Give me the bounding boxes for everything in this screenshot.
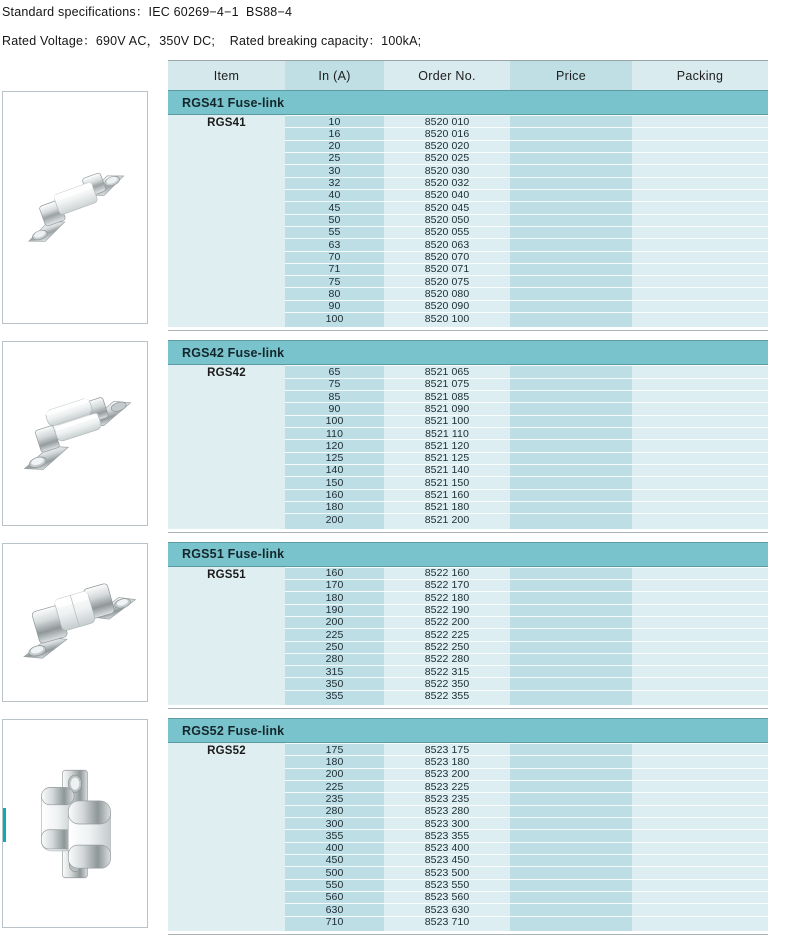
table-row[interactable] xyxy=(285,275,768,287)
table-row[interactable] xyxy=(285,829,768,841)
cell-order-no: 8523 560 xyxy=(424,891,470,904)
cell-in-a: 170 xyxy=(325,579,344,592)
cell-in-a: 175 xyxy=(325,743,344,756)
cell-in-a: 250 xyxy=(325,641,344,653)
cell-in-a: 235 xyxy=(325,792,344,805)
table-row[interactable] xyxy=(285,476,768,488)
product-photo-column xyxy=(0,60,168,940)
cell-order-no: 8520 025 xyxy=(424,152,470,165)
cell-order-no: 8520 075 xyxy=(424,275,470,288)
section-title-bar xyxy=(168,90,768,115)
cell-order-no: 8522 160 xyxy=(424,567,470,580)
cell-in-a: 45 xyxy=(328,201,341,214)
cell-order-no: 8520 040 xyxy=(424,189,470,202)
cell-order-no: 8521 150 xyxy=(424,476,470,489)
cell-in-a: 20 xyxy=(328,140,341,153)
cell-in-a: 350 xyxy=(325,677,344,690)
cell-in-a: 355 xyxy=(325,690,344,703)
cell-order-no: 8523 200 xyxy=(424,768,470,781)
cell-in-a: 90 xyxy=(328,300,341,313)
table-row[interactable] xyxy=(285,866,768,878)
table-row[interactable] xyxy=(285,916,768,928)
cell-in-a: 100 xyxy=(325,415,344,428)
table-row[interactable] xyxy=(285,263,768,275)
cell-in-a: 710 xyxy=(325,916,344,929)
column-header-price: Price xyxy=(510,61,632,91)
cell-in-a: 315 xyxy=(325,665,344,678)
table-row[interactable] xyxy=(285,390,768,402)
cell-order-no: 8520 071 xyxy=(424,263,470,276)
cell-in-a: 560 xyxy=(325,891,344,904)
column-band-item xyxy=(168,115,285,327)
cell-in-a: 90 xyxy=(328,402,341,415)
cell-in-a: 180 xyxy=(325,755,344,768)
page-edge-accent-mark xyxy=(2,808,6,842)
cell-in-a: 190 xyxy=(325,604,344,617)
table-row[interactable] xyxy=(285,879,768,891)
column-band-item xyxy=(168,743,285,931)
cell-order-no: 8523 710 xyxy=(424,916,470,929)
cell-in-a: 75 xyxy=(328,378,341,391)
table-row[interactable] xyxy=(285,312,768,324)
section-body xyxy=(168,365,768,528)
cell-in-a: 110 xyxy=(325,427,344,440)
cell-order-no: 8522 315 xyxy=(424,665,470,678)
table-row[interactable] xyxy=(285,402,768,414)
item-name: RGS42 xyxy=(207,367,246,380)
cell-order-no: 8521 110 xyxy=(425,427,469,440)
cell-in-a: 125 xyxy=(325,452,344,465)
cell-in-a: 70 xyxy=(328,251,341,264)
cell-order-no: 8522 280 xyxy=(424,653,470,666)
column-header-order-no: Order No. xyxy=(384,61,510,91)
cell-order-no: 8520 055 xyxy=(424,226,470,239)
product-specification-table xyxy=(168,60,768,940)
specifications-block xyxy=(2,0,792,47)
table-row[interactable] xyxy=(285,604,768,616)
fuse-section xyxy=(168,90,768,327)
table-row[interactable] xyxy=(285,690,768,702)
cell-in-a: 140 xyxy=(325,464,344,477)
cell-in-a: 63 xyxy=(328,238,341,251)
cell-in-a: 16 xyxy=(328,127,341,140)
cell-order-no: 8520 063 xyxy=(424,238,470,251)
table-row[interactable] xyxy=(285,616,768,628)
table-row[interactable] xyxy=(285,743,768,755)
cell-order-no: 8522 200 xyxy=(424,616,470,629)
cell-order-no: 8521 065 xyxy=(424,365,470,378)
cell-in-a: 65 xyxy=(328,365,341,378)
cell-order-no: 8521 140 xyxy=(424,464,470,477)
cell-in-a: 500 xyxy=(325,866,344,879)
section-body xyxy=(168,115,768,327)
section-title: RGS51 Fuse-link xyxy=(182,547,285,562)
cell-in-a: 32 xyxy=(328,177,341,190)
table-row[interactable] xyxy=(285,768,768,780)
cell-in-a: 180 xyxy=(325,501,344,514)
cell-order-no: 8523 630 xyxy=(424,903,470,916)
table-header-row xyxy=(168,60,768,91)
table-row[interactable] xyxy=(285,226,768,238)
cell-order-no: 8521 090 xyxy=(424,402,470,415)
cell-in-a: 75 xyxy=(328,275,341,288)
section-body xyxy=(168,567,768,706)
section-divider xyxy=(168,708,768,709)
item-name: RGS51 xyxy=(207,568,246,581)
fuse-link-rgs51-photo xyxy=(3,544,147,702)
cell-order-no: 8521 120 xyxy=(424,439,470,452)
cell-order-no: 8523 225 xyxy=(424,780,470,793)
table-row[interactable] xyxy=(285,177,768,189)
cell-order-no: 8520 070 xyxy=(424,251,470,264)
standard-specifications-line: Standard specifications：IEC 60269−4−1 BS88−4 xyxy=(2,5,293,19)
cell-in-a: 80 xyxy=(328,287,341,300)
cell-in-a: 30 xyxy=(328,164,341,177)
cell-order-no: 8520 016 xyxy=(424,127,470,140)
cell-in-a: 550 xyxy=(325,879,344,892)
cell-order-no: 8521 125 xyxy=(424,452,470,465)
cell-in-a: 630 xyxy=(325,903,344,916)
table-row[interactable] xyxy=(285,300,768,312)
item-name: RGS52 xyxy=(207,745,246,758)
cell-in-a: 450 xyxy=(325,854,344,867)
table-row[interactable] xyxy=(285,854,768,866)
cell-in-a: 50 xyxy=(328,214,341,227)
table-row[interactable] xyxy=(285,201,768,213)
rated-voltage-line: Rated Voltage：690V AC，350V DC; Rated breaking capacity：100kA; xyxy=(2,33,422,48)
cell-order-no: 8520 090 xyxy=(424,300,470,313)
table-row[interactable] xyxy=(285,238,768,250)
column-header-in-a: In (A) xyxy=(285,61,384,91)
cell-in-a: 200 xyxy=(325,768,344,781)
cell-order-no: 8520 030 xyxy=(424,164,470,177)
table-row[interactable] xyxy=(285,189,768,201)
product-photo-rgs42[interactable] xyxy=(2,341,148,525)
section-title: RGS41 Fuse-link xyxy=(182,95,285,110)
product-photo-rgs52[interactable] xyxy=(2,719,148,928)
table-row[interactable] xyxy=(285,501,768,513)
table-row[interactable] xyxy=(285,591,768,603)
cell-order-no: 8521 100 xyxy=(424,415,470,428)
cell-order-no: 8521 085 xyxy=(424,390,470,403)
cell-in-a: 280 xyxy=(325,805,344,818)
cell-order-no: 8523 235 xyxy=(424,792,470,805)
section-title-bar xyxy=(168,542,768,567)
cell-order-no: 8522 190 xyxy=(424,604,470,617)
cell-in-a: 200 xyxy=(325,513,344,526)
cell-order-no: 8521 180 xyxy=(424,501,470,514)
table-row[interactable] xyxy=(285,579,768,591)
table-row[interactable] xyxy=(285,805,768,817)
cell-in-a: 225 xyxy=(325,628,344,641)
fuse-section xyxy=(168,340,768,528)
table-row[interactable] xyxy=(285,780,768,792)
cell-in-a: 400 xyxy=(325,842,344,855)
cell-in-a: 160 xyxy=(325,489,344,502)
cell-order-no: 8520 020 xyxy=(424,140,470,153)
cell-in-a: 40 xyxy=(328,189,341,202)
cell-in-a: 10 xyxy=(328,115,341,128)
table-row[interactable] xyxy=(285,677,768,689)
cell-order-no: 8522 170 xyxy=(424,579,470,592)
cell-in-a: 150 xyxy=(325,476,344,489)
cell-in-a: 180 xyxy=(325,591,344,604)
cell-order-no: 8520 010 xyxy=(424,115,470,128)
cell-in-a: 200 xyxy=(325,616,344,629)
cell-in-a: 355 xyxy=(325,829,344,842)
cell-order-no: 8523 175 xyxy=(424,743,470,756)
column-band-item xyxy=(168,567,285,706)
cell-order-no: 8521 160 xyxy=(424,489,470,502)
cell-order-no: 8523 400 xyxy=(424,842,470,855)
table-row[interactable] xyxy=(285,513,768,525)
cell-in-a: 55 xyxy=(328,226,341,239)
cell-in-a: 160 xyxy=(325,567,344,580)
table-row[interactable] xyxy=(285,164,768,176)
section-body xyxy=(168,743,768,931)
section-title: RGS42 Fuse-link xyxy=(182,345,285,360)
fuse-link-rgs52-photo xyxy=(3,720,147,927)
section-title: RGS52 Fuse-link xyxy=(182,723,285,738)
section-title-bar xyxy=(168,340,768,365)
cell-order-no: 8522 355 xyxy=(424,690,470,703)
cell-order-no: 8522 250 xyxy=(424,641,470,653)
cell-order-no: 8523 500 xyxy=(424,866,470,879)
cell-in-a: 85 xyxy=(328,390,341,403)
table-row[interactable] xyxy=(285,427,768,439)
cell-in-a: 25 xyxy=(328,152,341,165)
table-row[interactable] xyxy=(285,365,768,377)
cell-order-no: 8520 050 xyxy=(424,214,470,227)
cell-order-no: 8523 355 xyxy=(424,829,470,842)
cell-order-no: 8520 100 xyxy=(424,312,470,325)
fuse-section xyxy=(168,718,768,931)
cell-order-no: 8523 550 xyxy=(424,879,470,892)
fuse-section xyxy=(168,542,768,706)
cell-order-no: 8522 350 xyxy=(424,677,470,690)
cell-in-a: 100 xyxy=(325,312,344,325)
table-row[interactable] xyxy=(285,755,768,767)
cell-in-a: 71 xyxy=(328,263,341,276)
table-row[interactable] xyxy=(285,903,768,915)
section-divider xyxy=(168,532,768,533)
table-row[interactable] xyxy=(285,214,768,226)
table-row[interactable] xyxy=(285,567,768,579)
column-header-item: Item xyxy=(168,61,285,91)
cell-order-no: 8523 180 xyxy=(424,755,470,768)
column-header-packing: Packing xyxy=(632,61,768,91)
table-row[interactable] xyxy=(285,489,768,501)
column-band-item xyxy=(168,365,285,528)
table-row[interactable] xyxy=(285,665,768,677)
section-title-bar xyxy=(168,718,768,743)
cell-order-no: 8520 045 xyxy=(424,201,470,214)
cell-order-no: 8521 075 xyxy=(424,378,470,391)
section-divider xyxy=(168,934,768,935)
cell-order-no: 8523 300 xyxy=(424,817,470,830)
cell-in-a: 120 xyxy=(325,439,344,452)
table-row[interactable] xyxy=(285,251,768,263)
product-photo-rgs41[interactable] xyxy=(2,91,148,324)
cell-order-no: 8521 200 xyxy=(424,513,470,526)
table-row[interactable] xyxy=(285,378,768,390)
cell-order-no: 8523 450 xyxy=(424,854,470,867)
table-row[interactable] xyxy=(285,452,768,464)
product-photo-rgs51[interactable] xyxy=(2,543,148,703)
cell-in-a: 300 xyxy=(325,817,344,830)
cell-in-a: 280 xyxy=(325,653,344,666)
table-row[interactable] xyxy=(285,792,768,804)
table-row[interactable] xyxy=(285,817,768,829)
fuse-link-rgs41-photo xyxy=(3,92,147,323)
cell-order-no: 8523 280 xyxy=(424,805,470,818)
cell-order-no: 8520 080 xyxy=(424,287,470,300)
section-divider xyxy=(168,330,768,331)
table-row[interactable] xyxy=(285,152,768,164)
cell-order-no: 8522 225 xyxy=(424,628,470,641)
table-row[interactable] xyxy=(285,628,768,640)
cell-order-no: 8520 032 xyxy=(424,177,470,190)
table-row[interactable] xyxy=(285,641,768,653)
table-row[interactable] xyxy=(285,127,768,139)
cell-in-a: 225 xyxy=(325,780,344,793)
table-row[interactable] xyxy=(285,653,768,665)
fuse-link-rgs42-photo xyxy=(3,342,147,524)
table-row[interactable] xyxy=(285,842,768,854)
table-row[interactable] xyxy=(285,115,768,127)
catalog-sheet xyxy=(0,60,800,940)
item-name: RGS41 xyxy=(207,117,246,129)
table-row[interactable] xyxy=(285,287,768,299)
table-row[interactable] xyxy=(285,464,768,476)
table-row[interactable] xyxy=(285,140,768,152)
cell-order-no: 8522 180 xyxy=(424,591,470,604)
table-row[interactable] xyxy=(285,891,768,903)
table-row[interactable] xyxy=(285,439,768,451)
table-row[interactable] xyxy=(285,415,768,427)
